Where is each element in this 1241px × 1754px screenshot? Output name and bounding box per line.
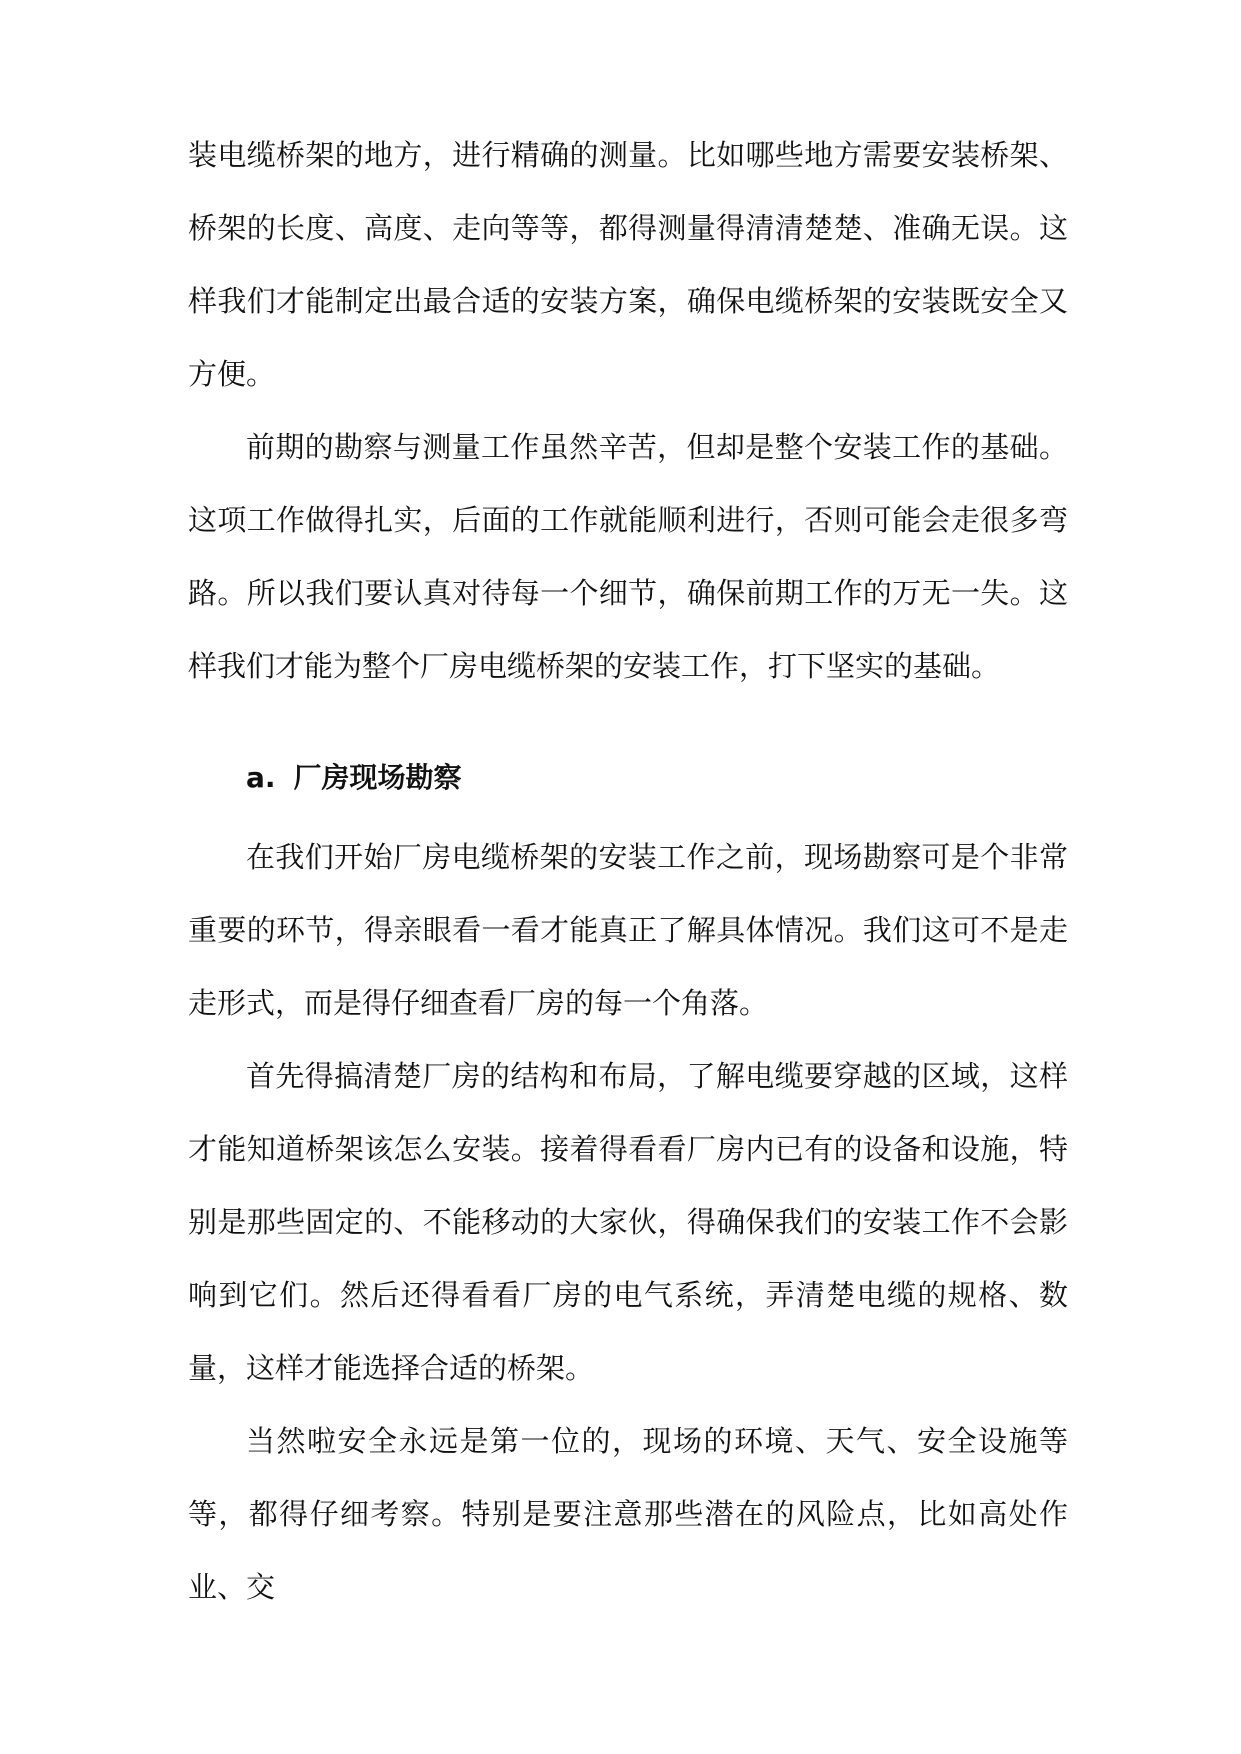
paragraph-3: 在我们开始厂房电缆桥架的安装工作之前，现场勘察可是个非常重要的环节，得亲眼看一看才能真正了解具体情况。我们这可不是走走形式，而是得仔细查看厂房的每一个角落。 bbox=[188, 840, 1068, 1020]
paragraph-2: 前期的勘察与测量工作虽然辛苦，但却是整个安装工作的基础。这项工作做得扎实，后面的工作就能顺利进行，否则可能会走很多弯路。所以我们要认真对待每一个细节，确保前期工作的万无一失。这样我们才能为整个厂房电缆桥架的安装工作，打下坚实的基础。 bbox=[188, 430, 1068, 683]
heading-text: 厂房现场勘察 bbox=[293, 761, 462, 794]
section-heading bbox=[246, 741, 1068, 814]
heading-marker: a. bbox=[246, 761, 276, 794]
paragraph-5: 当然啦安全永远是第一位的，现场的环境、天气、安全设施等等，都得仔细考察。特别是要注意那些潜在的风险点，比如高处作业、交 bbox=[188, 1424, 1068, 1604]
paragraph-4: 首先得搞清楚厂房的结构和布局，了解电缆要穿越的区域，这样才能知道桥架该怎么安装。接着得看看厂房内已有的设备和设施，特别是那些固定的、不能移动的大家伙，得确保我们的安装工作不会影响到它们。然后还得看看厂房的电气系统，弄清楚电缆的规格、数量，这样才能选择合适的桥架。 bbox=[188, 1059, 1068, 1385]
paragraph-1: 装电缆桥架的地方，进行精确的测量。比如哪些地方需要安装桥架、桥架的长度、高度、走向等等，都得测量得清清楚楚、准确无误。这样我们才能制定出最合适的安装方案，确保电缆桥架的安装既安全又方便。 bbox=[188, 138, 1068, 391]
